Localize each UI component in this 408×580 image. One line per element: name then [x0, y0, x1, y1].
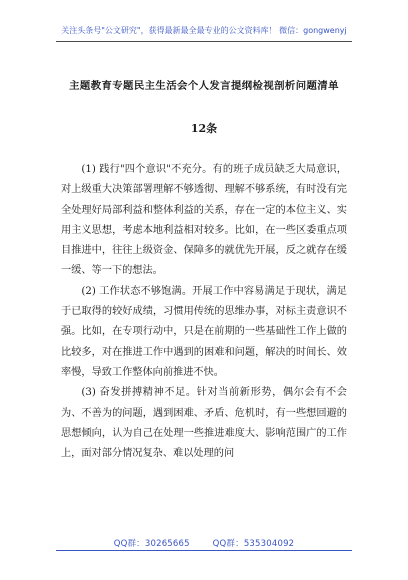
header-promo-note: 关注头条号"公文研究"，获得最新最全最专业的公文资料库！ 微信：gongwenyj [61, 26, 347, 35]
document-title: 主题教育专题民主生活会个人发言提纲检视剖析问题清单 [69, 80, 339, 92]
footer-divider [56, 550, 352, 551]
footer-qq-group-2: QQ群：535304092 [212, 539, 295, 549]
paragraph-2: (2) 工作状态不够饱满。开展工作中容易满足于现状，满足于已取得的较好成绩，习惯用传统的思维办事，对标主责意识不强。比如，在专项行动中，只是在前期的一些基础性工作上做的比较多，对在推进工作中遇到的困难和问题，解决的时间长、效率慢，导致工作整体向前推进不快。 [61, 285, 347, 378]
footer-qq-group-1: QQ群：30265665 [113, 539, 190, 549]
document-subtitle: 12条 [190, 122, 218, 135]
header-divider [56, 41, 352, 42]
footer-contact [0, 537, 408, 549]
document-body [61, 160, 347, 464]
paragraph-1: (1) 践行"四个意识"不充分。有的班子成员缺乏大局意识，对上级重大决策部署理解不够透彻、理解不够系统，有时没有完全处理好局部利益和整体利益的关系，存在一定的本位主义、实用主义思想，考虑本地利益相对较多。比如，在一些区委重点项目推进中，往往上级资金、保障多的就优先开展，反之就存在缓一缓、等一下的想法。 [61, 164, 347, 277]
paragraph-3: (3) 奋发拼搏精神不足。针对当前新形势，偶尔会有不会为、不善为的问题，遇到困难、矛盾、危机时，有一些想回避的思想倾向，认为自己在处理一些推进难度大、影响范围广的工作上，面对部分情况复杂、难以处理的问 [61, 387, 347, 460]
